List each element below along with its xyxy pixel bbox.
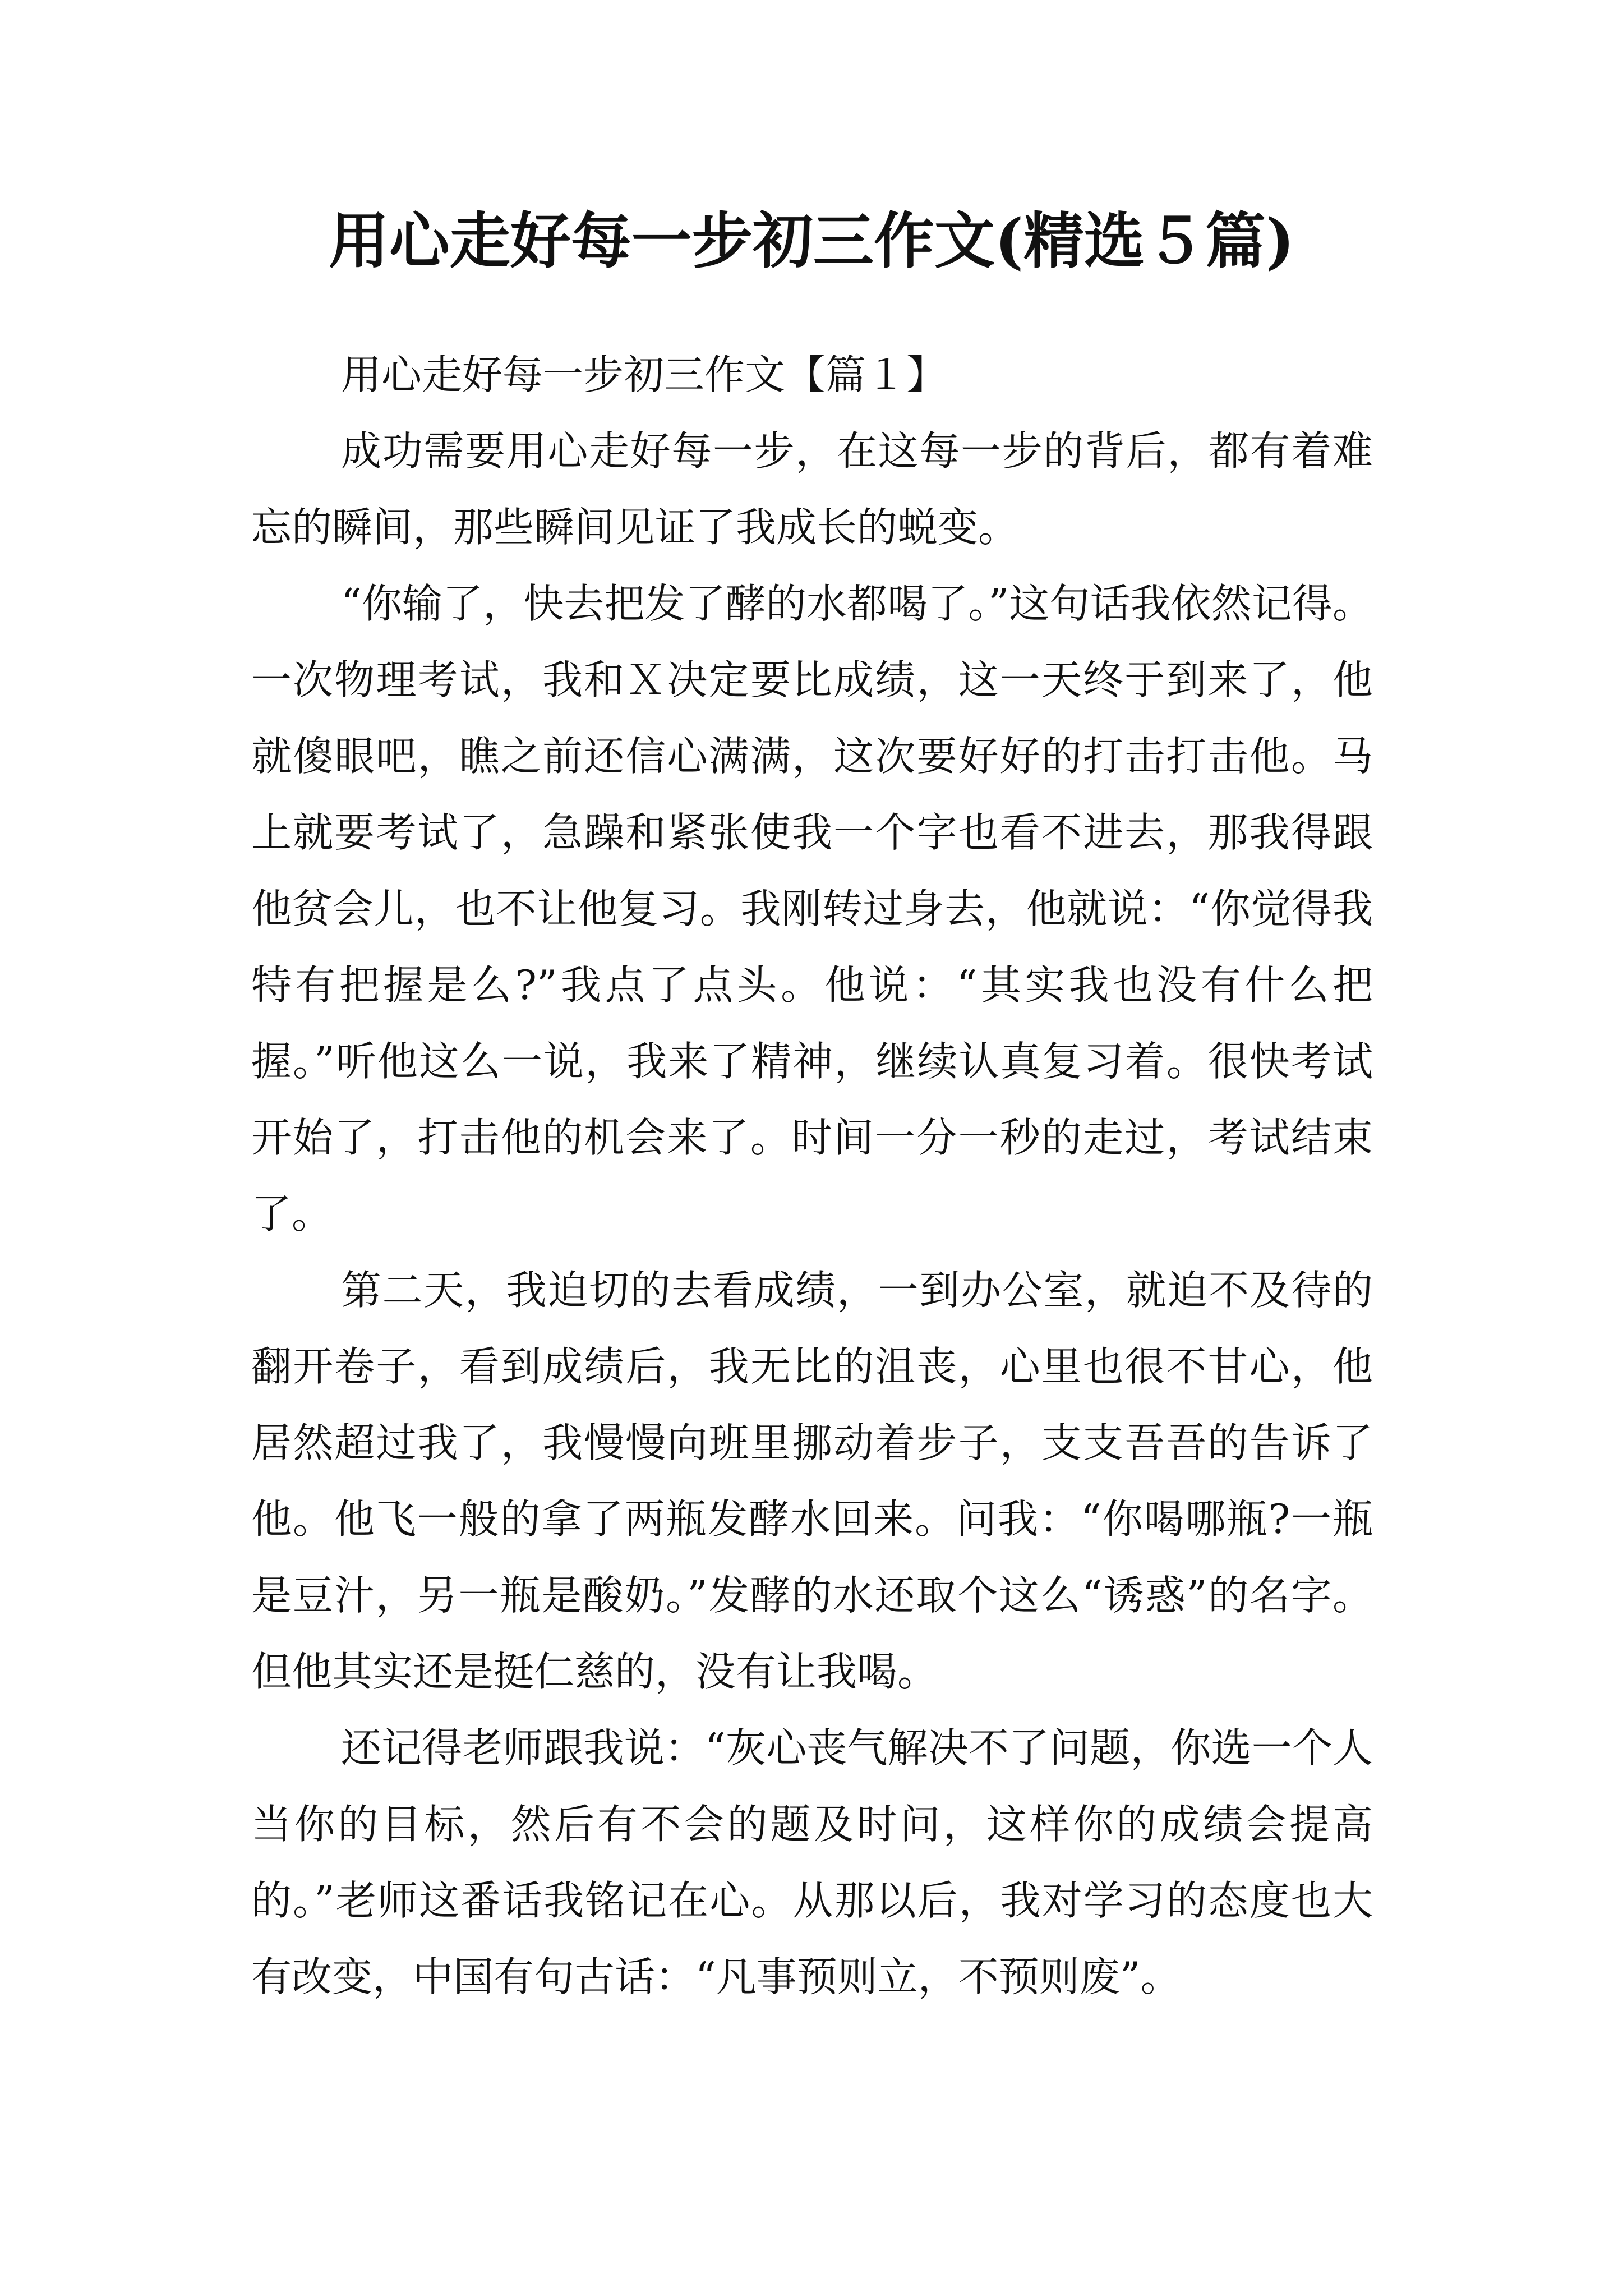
paragraph: 还记得老师跟我说：“灰心丧气解决不了问题，你选一个人当你的目标，然后有不会的题及时问，这样你的成绩会提高的。”老师这番话我铭记在心。从那以后，我对学习的态度也大有改变，中国有句古话：“凡事预则立，不预则废”。 (251, 1724, 1373, 2000)
section-heading: 用心走好每一步初三作文【篇１】 (341, 351, 947, 398)
paragraph: 第二天，我迫切的去看成绩，一到办公室，就迫不及待的翻开卷子，看到成绩后，我无比的沮丧，心里也很不甘心，他居然超过我了，我慢慢向班里挪动着步子，支支吾吾的告诉了他。他飞一般的拿了两瓶发酵水回来。问我：“你喝哪瓶?一瓶是豆汁，另一瓶是酸奶。”发酵的水还取个这么“诱惑”的名字。但他其实还是挺仁慈的，没有让我喝。 (251, 1267, 1373, 1695)
paragraph: “你输了，快去把发了酵的水都喝了。”这句话我依然记得。一次物理考试，我和Ｘ决定要比成绩，这一天终于到来了，他就傻眼吧，瞧之前还信心满满，这次要好好的打击打击他。马上就要考试了，急躁和紧张使我一个字也看不进去，那我得跟他贫会儿，也不让他复习。我刚转过身去，他就说：“你觉得我特有把握是么?”我点了点头。他说：“其实我也没有什么把握。”听他这么一说，我来了精神，继续认真复习着。很快考试开始了，打击他的机会来了。时间一分一秒的走过，考试结束了。 (251, 580, 1373, 1237)
document-title: 用心走好每一步初三作文(精选５篇) (328, 206, 1295, 277)
paragraph: 成功需要用心走好每一步，在这每一步的背后，都有着难忘的瞬间，那些瞬间见证了我成长的蜕变。 (251, 427, 1373, 551)
document-body (251, 337, 1373, 2015)
